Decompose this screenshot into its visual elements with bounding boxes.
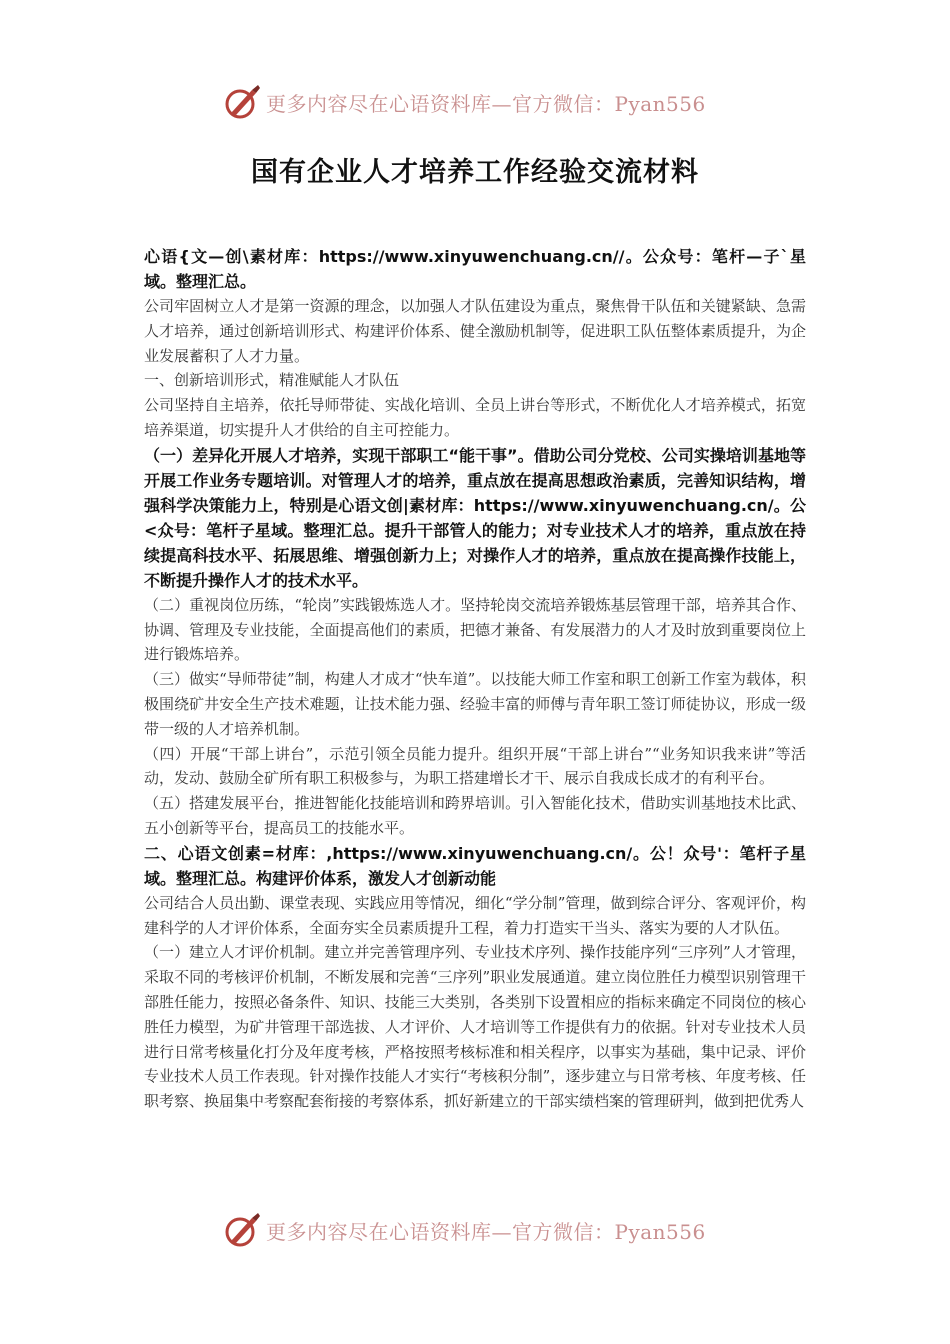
- paragraph: 公司牢固树立人才是第一资源的理念，以加强人才队伍建设为重点，聚焦骨干队伍和关键紧缺、急需人才培养，通过创新培训形式、构建评价体系、健全激励机制等，促进职工队伍整体素质提升，为企业发展蓄积了人才力量。: [144, 297, 806, 365]
- paragraph: （二）重视岗位历练，“轮岗”实践锻炼选人才。坚持轮岗交流培养锻炼基层管理干部，培养其合作、协调、管理及专业技能，全面提高他们的素质，把德才兼备、有发展潜力的人才及时放到重要岗位上进行锻炼培养。: [144, 595, 806, 664]
- footer-banner: [222, 1208, 742, 1252]
- paragraph: （五）搭建发展平台，推进智能化技能培训和跨界培训。引入智能化技术，借助实训基地技术比武、五小创新等平台，提高员工的技能水平。: [144, 794, 806, 837]
- paragraph: 二、心语文创素=材库：,https://www.xinyuwenchuang.cn/。公！众号'：笔杆子星域。整理汇总。构建评价体系，激发人才创新动能: [144, 843, 806, 888]
- brush-pen-logo-icon: [222, 82, 262, 122]
- paragraph: 心语{文—创\素材库：https://www.xinyuwenchuang.cn//。公众号：笔杆—子`星域。整理汇总。: [144, 247, 806, 291]
- brush-pen-logo-icon: [222, 1210, 262, 1250]
- banner-text: 更多内容尽在心语资料库—官方微信：Pyan556: [266, 1219, 706, 1244]
- paragraph: 公司坚持自主培养，依托导师带徒、实战化培训、全员上讲台等形式，不断优化人才培养模式，拓宽培养渠道，切实提升人才供给的自主可控能力。: [144, 396, 806, 439]
- paragraph: （一）建立人才评价机制。建立并完善管理序列、专业技术序列、操作技能序列“三序列”人才管理，采取不同的考核评价机制，不断发展和完善“三序列”职业发展通道。建立岗位胜任力模型识别管理干部胜任能力，按照必备条件、知识、技能三大类别，各类别下设置相应的指标来确定不同岗位的核心胜任力模型，为矿井管理干部选拔、人才评价、人才培训等工作提供有力的依据。针对专业技术人员进行日常考核量化打分及年度考核，严格按照考核标准和相关程序，以事实为基础，集中记录、评价专业技术人员工作表现。针对操作技能人才实行“考核积分制”，逐步建立与日常考核、年度考核、任职考察、换届集中考察配套衔接的考察体系，抓好新建立的干部实绩档案的管理研判，做到把优秀人: [144, 943, 806, 1111]
- header-banner: [222, 80, 742, 124]
- document-title: 国有企业人才培养工作经验交流材料: [251, 157, 699, 188]
- paragraph: （三）做实“导师带徒”制，构建人才成才“快车道”。以技能大师工作室和职工创新工作室为载体，积极围绕矿井安全生产技术难题，让技术能力强、经验丰富的师傅与青年职工签订师徒协议，形成一级带一级的人才培养机制。: [144, 670, 806, 738]
- paragraph: 公司结合人员出勤、课堂表现、实践应用等情况，细化“学分制”管理，做到综合评分、客观评价，构建科学的人才评价体系，全面夯实全员素质提升工程，着力打造实干当头、落实为要的人才队伍。: [144, 893, 806, 937]
- paragraph: （四）开展“干部上讲台”，示范引领全员能力提升。组织开展“干部上讲台”“业务知识我来讲”等活动，发动、鼓励全矿所有职工积极参与，为职工搭建增长才干、展示自我成长成才的有利平台。: [144, 744, 806, 788]
- document-body: [144, 244, 806, 1114]
- paragraph: 一、创新培训形式，精准赋能人才队伍: [144, 371, 400, 390]
- paragraph: （一）差异化开展人才培养，实现干部职工“能干事”。借助公司分党校、公司实操培训基地等开展工作业务专题培训。对管理人才的培养，重点放在提高思想政治素质，完善知识结构，增强科学决策能力上，特别是心语文创|素材库：https://www.xinyuwenchuang.cn/。公<众号：笔杆子星域。整理汇总。提升干部管人的能力；对专业技术人才的培养，重点放在持续提高科技水平、拓展思维、增强创新力上；对操作人才的培养，重点放在提高操作技能上，不断提升操作人才的技术水平。: [144, 445, 806, 590]
- banner-text: 更多内容尽在心语资料库—官方微信：Pyan556: [266, 91, 706, 116]
